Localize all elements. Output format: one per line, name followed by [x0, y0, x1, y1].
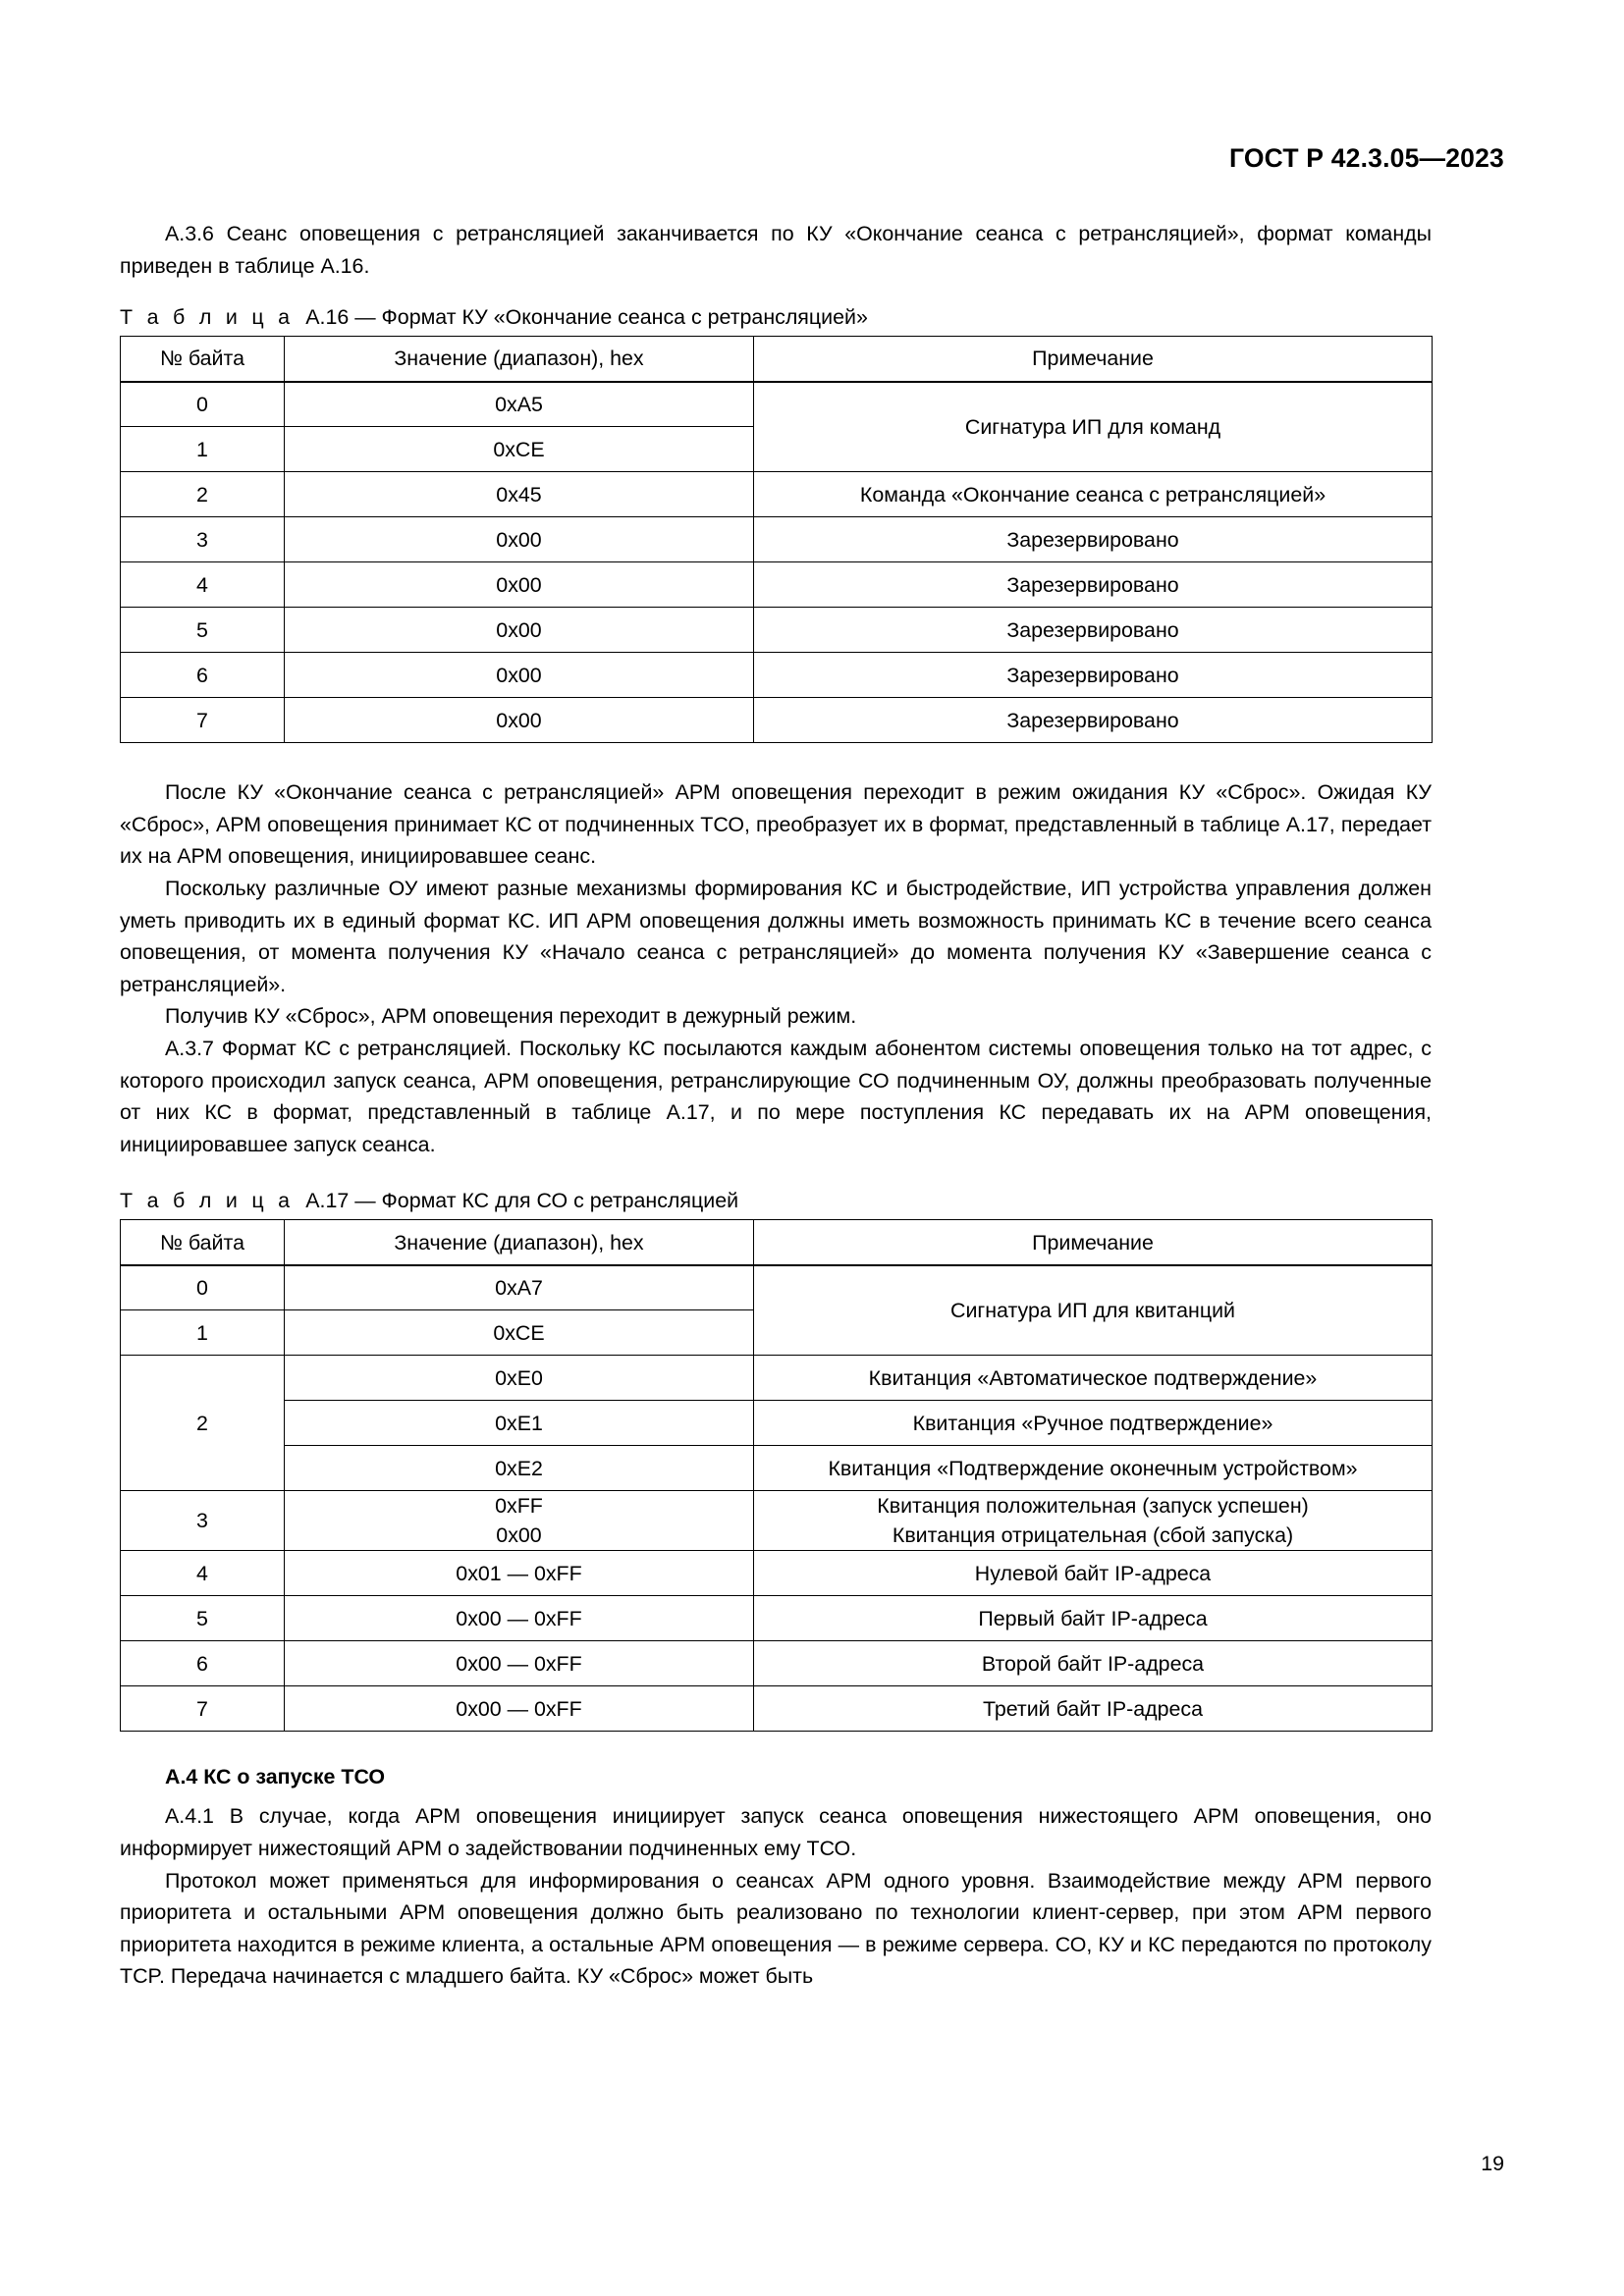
cell-byte: 4	[121, 1551, 285, 1596]
cell-byte: 2	[121, 472, 285, 517]
table-row	[121, 1356, 1433, 1401]
cell-value: 0x45	[285, 472, 754, 517]
table-caption-text: А.17 — Формат КС для СО с ретрансляцией	[305, 1189, 739, 1213]
cell-byte: 5	[121, 608, 285, 653]
page-content	[120, 218, 1432, 1993]
cell-value: 0x00 — 0xFF	[285, 1641, 754, 1686]
table-a17-caption	[120, 1186, 1432, 1215]
cell-value: 0xCE	[285, 427, 754, 472]
cell-note: Второй байт IP-адреса	[754, 1641, 1433, 1686]
table-row	[121, 562, 1433, 608]
column-header-value: Значение (диапазон), hex	[285, 337, 754, 382]
table-row	[121, 1641, 1433, 1686]
table-caption-label: Т а б л и ц а	[120, 1189, 295, 1213]
spacer	[120, 743, 1432, 776]
table-caption-text: А.16 — Формат КУ «Окончание сеанса с ретрансляцией»	[305, 305, 868, 330]
column-header-note: Примечание	[754, 337, 1433, 382]
cell-note: Команда «Окончание сеанса с ретрансляцией»	[754, 472, 1433, 517]
column-header-byte: № байта	[121, 1220, 285, 1265]
table-row	[121, 608, 1433, 653]
table-row	[121, 1401, 1433, 1446]
cell-note: Зарезервировано	[754, 517, 1433, 562]
paragraph-a-4-1: А.4.1 В случае, когда АРМ оповещения инициирует запуск сеанса оповещения нижестоящего АРМ оповещения, оно информирует нижестоящий АРМ о задействовании подчиненных ему ТСО.	[120, 1804, 1432, 1860]
cell-value: 0x00	[285, 562, 754, 608]
spacer	[120, 1732, 1432, 1761]
cell-byte: 2	[121, 1356, 285, 1491]
cell-note: Нулевой байт IP-адреса	[754, 1551, 1433, 1596]
column-header-note: Примечание	[754, 1220, 1433, 1265]
table-a16-caption	[120, 302, 1432, 332]
table-a17	[120, 1219, 1433, 1732]
cell-byte: 6	[121, 653, 285, 698]
cell-byte: 3	[121, 517, 285, 562]
cell-byte: 3	[121, 1491, 285, 1551]
cell-note: Третий байт IP-адреса	[754, 1686, 1433, 1732]
cell-value: 0xCE	[285, 1310, 754, 1356]
cell-note: Зарезервировано	[754, 562, 1433, 608]
cell-value: 0x00	[285, 517, 754, 562]
cell-value: 0xE2	[285, 1446, 754, 1491]
cell-note	[754, 1491, 1433, 1551]
cell-byte: 0	[121, 382, 285, 427]
table-row	[121, 1491, 1433, 1551]
paragraph-a-3-7: А.3.7 Формат КС с ретрансляцией. Поскольку КС посылаются каждым абонентом системы оповещения только на тот адрес, с которого происходил запуск сеанса, АРМ оповещения, ретранслирующие СО подчиненным ОУ, должны преобразовать полученные от них КС в формат, представленный в таблице А.17, и по мере поступления КС передавать их на АРМ оповещения, инициировавшее запуск сеанса.	[120, 1036, 1432, 1156]
cell-byte: 7	[121, 1686, 285, 1732]
cell-byte: 4	[121, 562, 285, 608]
cell-note: Сигнатура ИП для квитанций	[754, 1265, 1433, 1356]
table-row	[121, 517, 1433, 562]
spacer	[120, 282, 1432, 302]
cell-note: Квитанция «Подтверждение оконечным устройством»	[754, 1446, 1433, 1491]
page-number: 19	[1481, 2152, 1504, 2175]
cell-value: 0x00	[285, 698, 754, 743]
cell-byte: 7	[121, 698, 285, 743]
spacer	[120, 1792, 1432, 1800]
cell-byte: 5	[121, 1596, 285, 1641]
paragraph-after-table-a16-1: После КУ «Окончание сеанса с ретрансляцией» АРМ оповещения переходит в режим ожидания КУ «Сброс». Ожидая КУ «Сброс», АРМ оповещения принимает КС от подчиненных ТСО, преобразует их в формат, представленный в таблице А.17, передает их на АРМ оповещения, инициировавшее сеанс.	[120, 780, 1432, 869]
document-header-standard-number: ГОСТ Р 42.3.05—2023	[1228, 143, 1504, 173]
cell-byte: 6	[121, 1641, 285, 1686]
cell-note: Сигнатура ИП для команд	[754, 382, 1433, 472]
paragraph-after-table-a16-2: Поскольку различные ОУ имеют разные механизмы формирования КС и быстродействие, ИП устройства управления должен уметь приводить их в единый формат КС. ИП АРМ оповещения должны иметь возможность принимать КС в течение всего сеанса оповещения, от момента получения КУ «Начало сеанса с ретрансляцией» до момента получения КУ «Завершение сеанса с ретрансляцией».	[120, 876, 1432, 996]
cell-note: Квитанция «Ручное подтверждение»	[754, 1401, 1433, 1446]
paragraph-protocol: Протокол может применяться для информирования о сеансах АРМ одного уровня. Взаимодействие между АРМ первого приоритета и остальными АРМ оповещения должно быть реализовано по технологии клиент-сервер, при этом АРМ первого приоритета находится в режиме клиента, а остальные АРМ оповещения — в режиме сервера. СО, КУ и КС передаются по протоколу TCP. Передача начинается с младшего байта. КУ «Сброс» может быть	[120, 1868, 1432, 1989]
table-row	[121, 698, 1433, 743]
table-row	[121, 1446, 1433, 1491]
cell-value: 0xE1	[285, 1401, 754, 1446]
table-row	[121, 1551, 1433, 1596]
section-heading-a4: А.4 КС о запуске ТСО	[165, 1765, 385, 1789]
spacer	[120, 1160, 1432, 1186]
cell-value: 0xE0	[285, 1356, 754, 1401]
table-header-row	[121, 1220, 1433, 1265]
table-row	[121, 382, 1433, 427]
column-header-byte: № байта	[121, 337, 285, 382]
table-row	[121, 472, 1433, 517]
cell-value: 0x00 — 0xFF	[285, 1686, 754, 1732]
cell-note: Зарезервировано	[754, 608, 1433, 653]
cell-byte: 1	[121, 427, 285, 472]
cell-value: 0x00	[285, 608, 754, 653]
cell-value: 0x00	[285, 653, 754, 698]
cell-note: Зарезервировано	[754, 653, 1433, 698]
cell-byte: 1	[121, 1310, 285, 1356]
cell-byte: 0	[121, 1265, 285, 1310]
cell-note: Квитанция «Автоматическое подтверждение»	[754, 1356, 1433, 1401]
cell-value: 0x00 — 0xFF	[285, 1596, 754, 1641]
cell-note: Зарезервировано	[754, 698, 1433, 743]
cell-value: 0x01 — 0xFF	[285, 1551, 754, 1596]
table-row	[121, 653, 1433, 698]
paragraph-after-table-a16-3: Получив КУ «Сброс», АРМ оповещения переходит в дежурный режим.	[165, 1004, 857, 1029]
table-row	[121, 1596, 1433, 1641]
cell-value: 0xA5	[285, 382, 754, 427]
cell-note-line-1: Квитанция положительная (запуск успешен)	[877, 1494, 1309, 1519]
cell-value-line-2: 0x00	[496, 1523, 542, 1548]
table-row	[121, 1686, 1433, 1732]
table-header-row	[121, 337, 1433, 382]
cell-value-line-1: 0xFF	[495, 1494, 543, 1519]
table-caption-label: Т а б л и ц а	[120, 305, 295, 330]
cell-note: Первый байт IP-адреса	[754, 1596, 1433, 1641]
paragraph-a-3-6: А.3.6 Сеанс оповещения с ретрансляцией заканчивается по КУ «Окончание сеанса с ретрансляцией», формат команды приведен в таблице А.16.	[120, 222, 1432, 278]
table-row	[121, 1265, 1433, 1310]
table-a16	[120, 336, 1433, 743]
cell-note-line-2: Квитанция отрицательная (сбой запуска)	[892, 1523, 1294, 1548]
cell-value: 0xA7	[285, 1265, 754, 1310]
column-header-value: Значение (диапазон), hex	[285, 1220, 754, 1265]
cell-value	[285, 1491, 754, 1551]
